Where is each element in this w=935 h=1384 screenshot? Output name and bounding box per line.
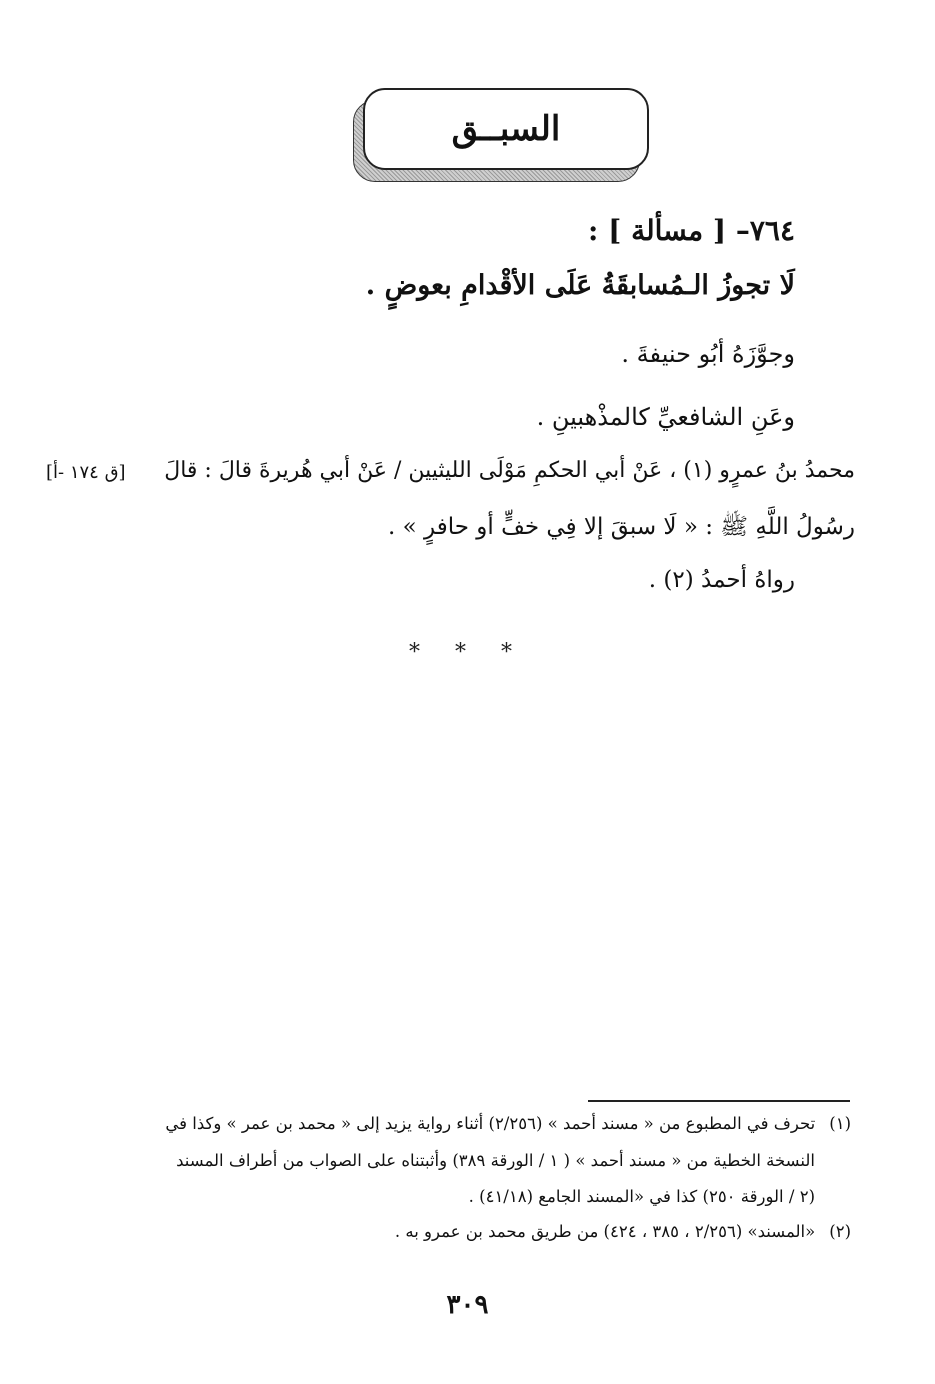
chapter-title-frame [353, 88, 648, 180]
paragraph-shafii: وعَنِ الشافعيِّ كالمذْهبينِ . [536, 403, 795, 431]
paragraph-isnad: محمدُ بنُ عمرٍو (١) ، عَنْ أبي الحكمِ مَوْلَى الليثيين / عَنْ أبي هُريرةَ قالَ : قالَ [164, 458, 855, 483]
footnote-2-text: «المسند» (٢/٢٥٦ ، ٣٨٥ ، ٤٢٤) من طريق محمد بن عمرو به . [394, 1222, 816, 1241]
issue-number: ٧٦٤ [749, 214, 795, 247]
footnote-1-text-1: تحرف في المطبوع من « مسند أحمد » (٢/٢٥٦) أثناء رواية يزيد إلى « محمد بن عمر » وكذا في [165, 1114, 816, 1133]
footnote-2 [395, 1222, 851, 1241]
manuscript-folio-ref: [ق ١٧٤ -أ] [46, 462, 126, 483]
footnote-1-line-2: النسخة الخطية من « مسند أحمد » ( ١ / الورقة ٣٨٩) وأثبتناه على الصواب من أطراف المسند [176, 1151, 815, 1170]
issue-heading [588, 214, 795, 247]
paragraph-abu-hanifa: وجوَّزَهُ أبُو حنيفةَ . [621, 340, 795, 368]
paragraph-narrated-by: رواهُ أحمدُ (٢) . [648, 567, 795, 593]
paragraph-hadith-text: رسُولُ اللَّهِ ﷺ : « لَا سبقَ إلا فِي خفٍّ أو حافرٍ » . [388, 514, 855, 540]
chapter-title: السبــق [363, 88, 649, 170]
footnote-divider [588, 1100, 850, 1102]
issue-statement: لَا تجوزُ الـمُسابقَةُ عَلَى الأقْدامِ بعوضٍ . [365, 270, 795, 301]
section-separator: * * * [409, 640, 526, 665]
issue-label: – [ مسألة ] : [588, 214, 750, 247]
page-number: ٣٠٩ [446, 1290, 489, 1320]
footnote-2-number: (٢) [829, 1222, 851, 1241]
footnote-1-number: (١) [829, 1114, 851, 1133]
footnote-1-line-3: (٢ / الورقة ٢٥٠) كذا في «المسند الجامع (٤١/١٨) . [468, 1187, 815, 1206]
footnote-1-line-1 [165, 1114, 851, 1133]
